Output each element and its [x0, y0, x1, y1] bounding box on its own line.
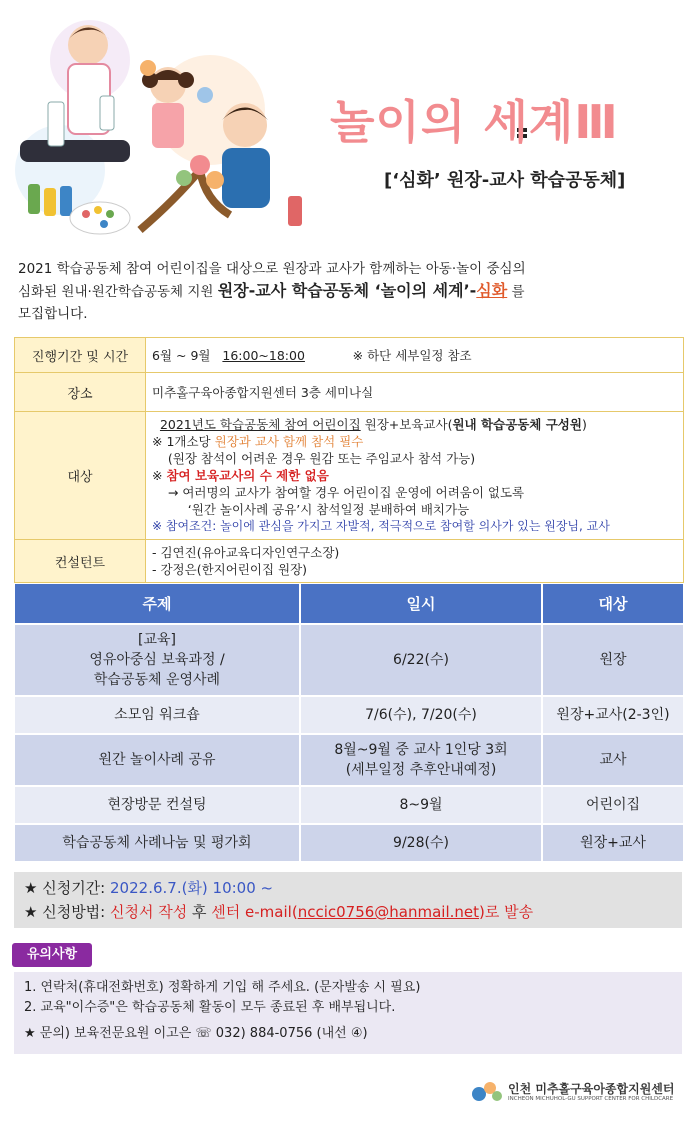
page-title: 놀이의 세계Ⅲ	[330, 95, 619, 149]
schedule-header-row	[14, 583, 684, 624]
table-row	[14, 824, 684, 862]
contact-line: ★ 문의) 보육전문요원 이고은 ☏ 032) 884-0756 (내선 ④)	[24, 1026, 368, 1041]
schedule-date: 7/6(수), 7/20(수)	[300, 696, 542, 734]
period-note: ※ 하단 세부일정 참조	[352, 348, 472, 363]
target-line-6: ‘원간 놀이사례 공유’시 참석일정 분배하여 배치가능	[187, 502, 470, 517]
target-line-1: 2021년도 학습공동체 참여 어린이집 원장+보육교사(원내 학습공동체 구성원)	[159, 417, 587, 432]
schedule-target: 원장	[542, 624, 684, 696]
consultant-2: - 강정은(한지어린이집 원장)	[152, 562, 308, 577]
page-subtitle: [‘심화’ 원장-교사 학습공동체]	[384, 170, 626, 191]
intro-line-2-post: 를	[511, 284, 525, 300]
info-row-target	[15, 412, 684, 540]
org-name-en: INCHEON MICHUHOL-GU SUPPORT CENTER FOR CHILDCARE	[508, 1096, 674, 1102]
schedule-date: 8~9월	[300, 786, 542, 824]
info-row-period	[15, 338, 684, 373]
schedule-date: 6/22(수)	[300, 624, 542, 696]
schedule-target: 원장+교사	[542, 824, 684, 862]
consultant-1: - 김연진(유아교육디자인연구소장)	[152, 545, 340, 560]
intro-line-3: 모집합니다.	[18, 306, 88, 322]
schedule-header-target: 대상	[542, 583, 684, 624]
note-2: 2. 교육"이수증"은 학습공동체 활동이 모두 종료된 후 배부됩니다.	[24, 1000, 396, 1015]
notes-tag: 유의사항	[12, 943, 92, 967]
schedule-topic: 현장방문 컨설팅	[14, 786, 300, 824]
target-label: 대상	[15, 412, 146, 540]
place-value: 미추홀구육아종합지원센터 3층 세미나실	[146, 373, 684, 412]
info-table	[14, 337, 684, 583]
info-row-place	[15, 373, 684, 412]
consultant-label: 컨설턴트	[15, 540, 146, 583]
intro-program-level: 심화	[476, 281, 508, 300]
notes-box	[14, 972, 682, 1054]
period-time: 16:00~18:00	[222, 348, 305, 363]
footer-logo	[470, 1078, 690, 1106]
info-row-consultant	[15, 540, 684, 583]
application-period: ★ 신청기간: 2022.6.7.(화) 10:00 ~	[24, 879, 274, 897]
intro-line-1: 2021 학습공동체 참여 어린이집을 대상으로 원장과 교사가 함께하는 아동·놀이 중심의	[18, 261, 526, 277]
period-value	[146, 338, 684, 373]
target-value	[146, 412, 684, 540]
schedule-topic: 원간 놀이사례 공유	[14, 734, 300, 786]
schedule-target: 원장+교사(2-3인)	[542, 696, 684, 734]
schedule-target: 교사	[542, 734, 684, 786]
target-line-2: ※ 1개소당 원장과 교사 함께 참석 필수	[152, 434, 364, 449]
schedule-date: 9/28(수)	[300, 824, 542, 862]
schedule-header-date: 일시	[300, 583, 542, 624]
application-method: ★ 신청방법: 신청서 작성 후 센터 e-mail(nccic0756@hanmail.net)로 발송	[24, 903, 534, 921]
intro-line-2-pre: 심화된 원내·원간학습공동체 지원	[18, 284, 214, 300]
target-line-7: ※ 참여조건: 놀이에 관심을 가지고 자발적, 적극적으로 참여할 의사가 있는 원장님, 교사	[152, 519, 610, 533]
target-line-4: ※ 참여 보육교사의 수 제한 없음	[152, 468, 329, 483]
schedule-table	[14, 583, 684, 862]
schedule-topic: 학습공동체 사례나눔 및 평가회	[14, 824, 300, 862]
table-row	[14, 624, 684, 696]
schedule-topic: [교육] 영유아중심 보육과정 / 학습공동체 운영사례	[14, 624, 300, 696]
note-1: 1. 연락처(휴대전화번호) 정확하게 기입 해 주세요. (문자발송 시 필요)	[24, 980, 421, 995]
email-link[interactable]: nccic0756@hanmail.net	[297, 903, 480, 921]
period-months: 6월 ~ 9월	[152, 348, 211, 363]
table-row	[14, 696, 684, 734]
schedule-target: 어린이집	[542, 786, 684, 824]
target-line-5: → 여러명의 교사가 참여할 경우 어린이집 운영에 어려움이 없도록	[167, 485, 525, 500]
schedule-date: 8월~9월 중 교사 1인당 3회 (세부일정 추후안내예정)	[300, 734, 542, 786]
intro-program-name: 원장-교사 학습공동체 ‘놀이의 세계’-	[217, 281, 477, 300]
period-label: 진행기간 및 시간	[15, 338, 146, 373]
consultant-value	[146, 540, 684, 583]
schedule-header-topic: 주제	[14, 583, 300, 624]
table-row	[14, 786, 684, 824]
application-box	[14, 872, 682, 928]
place-label: 장소	[15, 373, 146, 412]
table-row	[14, 734, 684, 786]
target-line-3: (원장 참석이 어려운 경우 원감 또는 주임교사 참석 가능)	[167, 451, 476, 466]
org-name-kr: 인천 미추홀구육아종합지원센터	[508, 1082, 675, 1096]
intro-paragraph	[18, 258, 678, 325]
schedule-topic: 소모임 워크숍	[14, 696, 300, 734]
center-logo-icon	[470, 1078, 504, 1106]
intro-line-2	[18, 280, 678, 303]
